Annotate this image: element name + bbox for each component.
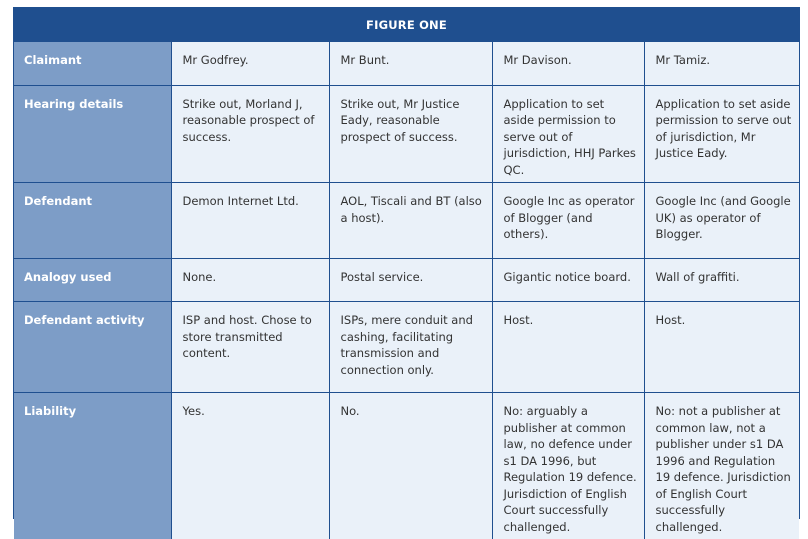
- table-cell: Yes.: [171, 393, 329, 539]
- table-cell: ISPs, mere conduit and cashing, facilitating transmission and connection only.: [329, 302, 492, 393]
- row-header: Defendant: [14, 183, 171, 259]
- table-row-defendant: [14, 183, 799, 259]
- table-cell: Google Inc (and Google UK) as operator of Blogger.: [644, 183, 799, 259]
- table-row-claimant: [14, 42, 799, 85]
- table-cell: Host.: [644, 302, 799, 393]
- table-cell: Gigantic notice board.: [492, 259, 644, 302]
- table-cell: Host.: [492, 302, 644, 393]
- table-row-hearing-details: [14, 85, 799, 183]
- table-cell: Wall of graffiti.: [644, 259, 799, 302]
- row-header: Claimant: [14, 42, 171, 85]
- table-cell: Strike out, Mr Justice Eady, reasonable prospect of success.: [329, 85, 492, 183]
- table-cell: Application to set aside permission to serve out of jurisdiction, HHJ Parkes QC.: [492, 85, 644, 183]
- table-cell: No.: [329, 393, 492, 539]
- table-cell: Mr Godfrey.: [171, 42, 329, 85]
- table-cell: Postal service.: [329, 259, 492, 302]
- comparison-table: [14, 42, 799, 539]
- row-header: Defendant activity: [14, 302, 171, 393]
- table-cell: No: arguably a publisher at common law, no defence under s1 DA 1996, but Regulation 19 defence. Jurisdiction of English Court successfully challenged.: [492, 393, 644, 539]
- figure-table-container: [13, 7, 800, 519]
- table-cell: No: not a publisher at common law, not a publisher under s1 DA 1996 and Regulation 19 defence. Jurisdiction of English Court successfully challenged.: [644, 393, 799, 539]
- row-header: Liability: [14, 393, 171, 539]
- table-cell: Mr Davison.: [492, 42, 644, 85]
- table-cell: ISP and host. Chose to store transmitted content.: [171, 302, 329, 393]
- row-header: Analogy used: [14, 259, 171, 302]
- table-cell: AOL, Tiscali and BT (also a host).: [329, 183, 492, 259]
- table-row-liability: [14, 393, 799, 539]
- table-cell: Mr Tamiz.: [644, 42, 799, 85]
- row-header: Hearing details: [14, 85, 171, 183]
- table-row-analogy-used: [14, 259, 799, 302]
- table-cell: Application to set aside permission to serve out of jurisdiction, Mr Justice Eady.: [644, 85, 799, 183]
- table-cell: Demon Internet Ltd.: [171, 183, 329, 259]
- table-cell: Strike out, Morland J, reasonable prospect of success.: [171, 85, 329, 183]
- table-cell: None.: [171, 259, 329, 302]
- table-row-defendant-activity: [14, 302, 799, 393]
- figure-title: FIGURE ONE: [14, 8, 799, 42]
- table-cell: Mr Bunt.: [329, 42, 492, 85]
- table-cell: Google Inc as operator of Blogger (and others).: [492, 183, 644, 259]
